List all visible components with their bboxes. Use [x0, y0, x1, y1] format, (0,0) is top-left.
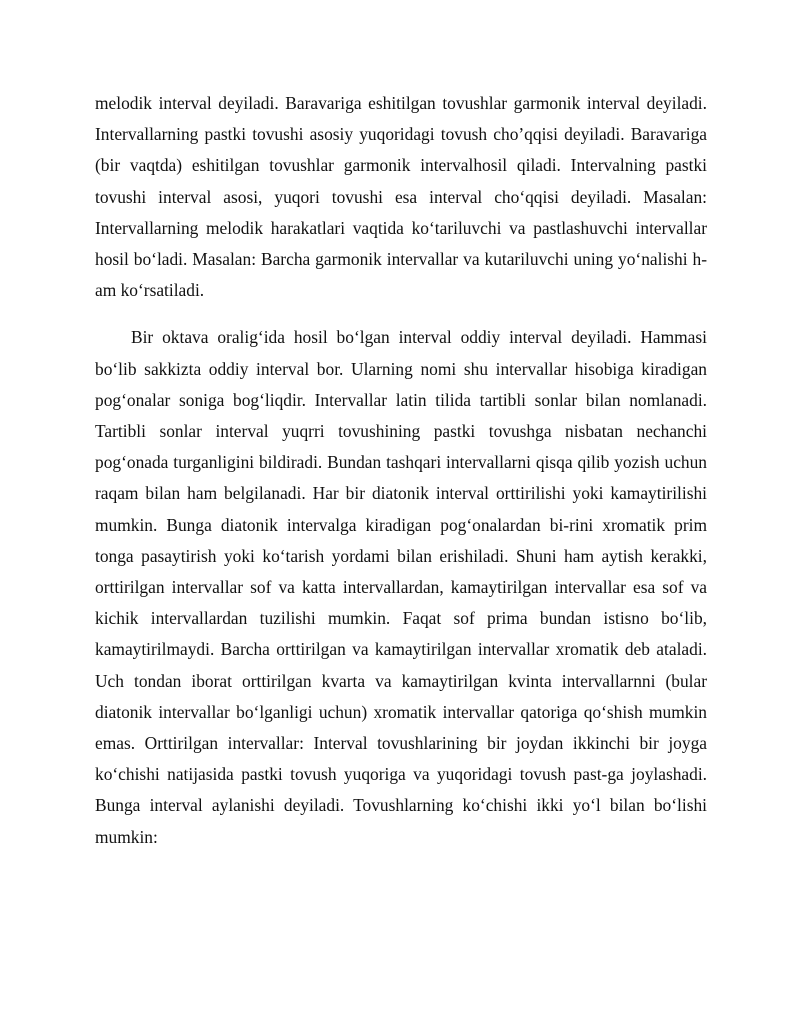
- document-page: [95, 88, 707, 853]
- paragraph-1: melodik interval deyiladi. Baravariga eshitilgan tovushlar garmonik interval deyiladi. Intervallarning pastki tovushi asosiy yuqoridagi tovush cho’qqisi deyiladi. Baravariga (bir vaqtda) eshitilgan tovushlar garmonik intervalhosil qiladi. Intervalning pastki tovushi interval asosi, yuqori tovushi esa interval cho‘qqisi deyiladi. Masalan: Intervallarning melodik harakatlari vaqtida ko‘tariluvchi va pastlashuvchi intervallar hosil bo‘ladi. Masalan: Barcha garmonik intervallar va kutariluvchi uning yo‘nalishi h-am ko‘rsatiladi.: [95, 93, 707, 301]
- paragraph-2: Bir oktava oralig‘ida hosil bo‘lgan interval oddiy interval deyiladi. Hammasi bo‘lib sakkizta oddiy interval bor. Ularning nomi shu intervallar hisobiga kiradigan pog‘onalar soniga bog‘liqdir. Intervallar latin tilida tartibli sonlar bilan nomlanadi. Tartibli sonlar interval yuqrri tovushining pastki tovushga nisbatan nechanchi pog‘onada turganligini bildiradi. Bundan tashqari intervallarni qisqa qilib yozish uchun raqam bilan ham belgilanadi. Har bir diatonik interval orttirilishi yoki kamaytirilishi mumkin. Bunga diatonik intervalga kiradigan pog‘onalardan bi-rini xromatik prim tonga pasaytirish yoki ko‘tarish yordami bilan erishiladi. Shuni ham aytish kerakki, orttirilgan intervallar sof va katta intervallardan, kamaytirilgan intervallar esa sof va kichik intervallardan tuzilishi mumkin. Faqat sof prima bundan istisno bo‘lib, kamaytirilmaydi. Barcha orttirilgan va kamaytirilgan intervallar xromatik deb ataladi. Uch tondan iborat orttirilgan kvarta va kamaytirilgan kvinta intervallarnni (bular diatonik intervallar bo‘lganligi uchun) xromatik intervallar qatoriga qo‘shish mumkin emas. Orttirilgan intervallar: Interval tovushlarining bir joydan ikkinchi bir joyga ko‘chishi natijasida pastki tovush yuqoriga va yuqoridagi tovush past-ga joylashadi. Bunga interval aylanishi deyiladi. Tovushlarning ko‘chishi ikki yo‘l bilan bo‘lishi mumkin:: [95, 327, 707, 847]
